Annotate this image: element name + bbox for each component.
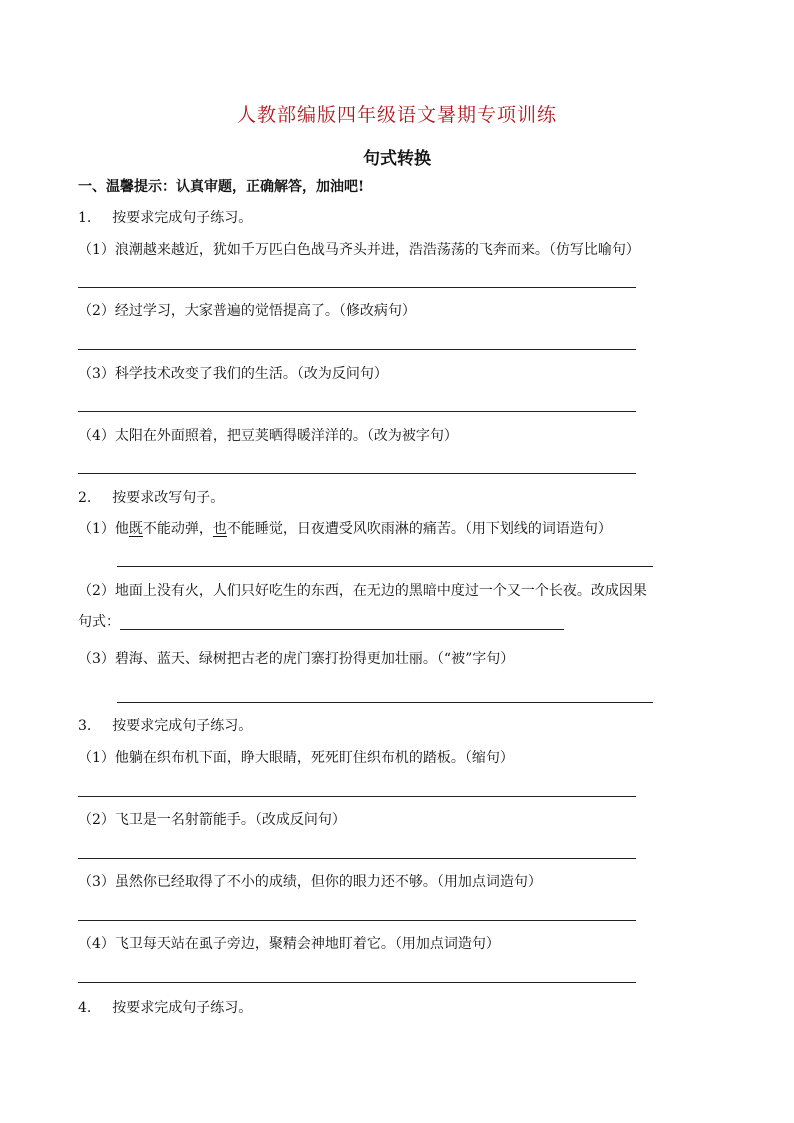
question-4-heading [78,998,252,1018]
question-1-item-3: （3）科学技术改变了我们的生活。（改为反问句） [78,366,388,382]
answer-line [120,629,564,630]
question-1-prompt: 按要求完成句子练习。 [112,210,253,226]
question-4-number: 4. [78,1000,92,1016]
question-1-number: 1. [78,210,92,226]
answer-line [78,287,636,288]
question-2-number: 2. [78,490,92,506]
item-text: 不能睡觉，日夜遭受风吹雨淋的痛苦。（用下划线的词语造句） [226,521,612,537]
question-3-heading [78,716,252,736]
answer-line [78,982,636,983]
answer-line [117,702,653,703]
underlined-word: 也 [212,521,227,537]
item-text: （1）他 [78,521,129,537]
question-3-item-3: （3）虽然你已经取得了不小的成绩，但你的眼力还不够。（用加点词造句） [78,874,542,890]
question-3-item-4: （4）飞卫每天站在虱子旁边，聚精会神地盯着它。（用加点词造句） [78,936,500,952]
answer-line [78,920,636,921]
worksheet-subtitle: 句式转换 [363,149,431,169]
question-2-item-1 [78,519,612,539]
question-1-item-4: （4）太阳在外面照着，把豆荚晒得暖洋洋的。（改为被字句） [78,428,458,444]
answer-line [78,473,636,474]
question-2-item-2: （2）地面上没有火，人们只好吃生的东西，在无边的黑暗中度过一个又一个长夜。改成因果 [78,583,647,599]
answer-line [117,566,653,567]
question-1-heading [78,208,252,228]
answer-line [78,858,636,859]
question-1-item-1: （1）浪潮越来越近，犹如千万匹白色战马齐头并进，浩浩荡荡的飞奔而来。（仿写比喻句） [78,242,640,258]
question-2-item-3: （3）碧海、蓝天、绿树把古老的虎门寨打扮得更加壮丽。（“被”字句） [78,651,515,667]
question-3-item-2: （2）飞卫是一名射箭能手。（改成反问句） [78,812,346,828]
question-2-prompt: 按要求改写句子。 [112,490,225,506]
question-2-item-2-continuation: 句式： [78,614,120,630]
answer-line [78,411,636,412]
question-4-prompt: 按要求完成句子练习。 [112,1000,253,1016]
question-1-item-2: （2）经过学习，大家普遍的觉悟提高了。（修改病句） [78,303,416,319]
item-text: 不能动弹， [142,521,213,537]
answer-line [78,796,636,797]
question-3-item-1: （1）他躺在织布机下面，睁大眼睛，死死盯住织布机的踏板。（缩句） [78,750,514,766]
underlined-word: 既 [128,521,143,537]
worksheet-title: 人教部编版四年级语文暑期专项训练 [236,104,557,126]
answer-line [78,349,636,350]
section-heading: 一、温馨提示：认真审题，正确解答，加油吧! [78,179,365,195]
question-2-heading [78,488,224,508]
question-3-number: 3. [78,718,92,734]
question-3-prompt: 按要求完成句子练习。 [112,718,253,734]
